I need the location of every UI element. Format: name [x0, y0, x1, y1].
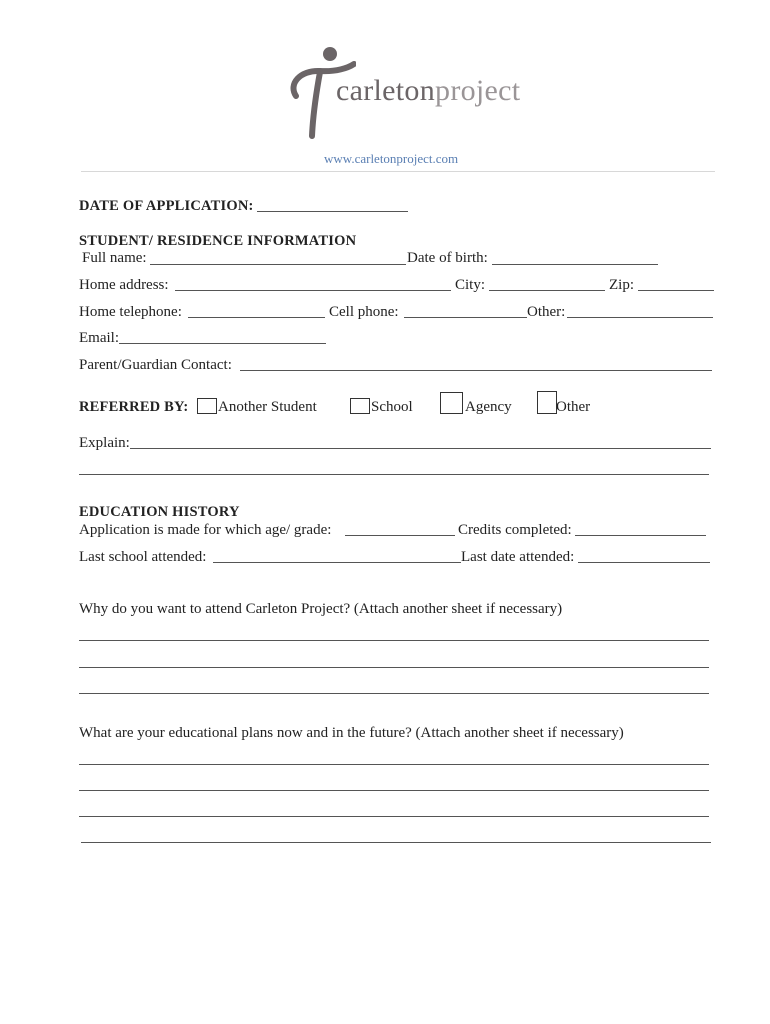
home-telephone-field[interactable]: [188, 317, 325, 318]
zip-field[interactable]: [638, 290, 714, 291]
logo-word-project: project: [435, 74, 521, 107]
referred-agency-checkbox[interactable]: [440, 392, 463, 414]
educational-plans-question: What are your educational plans now and in the future? (Attach another sheet if necessary): [79, 725, 624, 741]
city-label: City:: [455, 277, 486, 293]
referred-other-checkbox[interactable]: [537, 391, 557, 414]
website-link[interactable]: www.carletonproject.com: [324, 151, 459, 166]
date-of-birth-field[interactable]: [492, 264, 658, 265]
home-telephone-label: Home telephone:: [79, 304, 182, 320]
other-phone-label: Other:: [527, 304, 566, 320]
logo: [286, 44, 521, 144]
referred-agency-label: Agency: [465, 399, 512, 415]
logo-word-carleton: carleton: [336, 74, 436, 107]
email-label: Email:: [79, 330, 119, 346]
email-field[interactable]: [119, 343, 326, 344]
credits-completed-field[interactable]: [575, 535, 706, 536]
plans-answer-line-2[interactable]: [79, 790, 709, 791]
plans-answer-line-4[interactable]: [81, 842, 711, 843]
last-school-field[interactable]: [213, 562, 461, 563]
why-answer-line-3[interactable]: [79, 693, 709, 694]
other-phone-field[interactable]: [567, 317, 713, 318]
credits-completed-label: Credits completed:: [458, 522, 572, 538]
full-name-field[interactable]: [150, 264, 406, 265]
header-divider: [81, 171, 715, 172]
cell-phone-field[interactable]: [404, 317, 527, 318]
explain-field-line-1[interactable]: [130, 448, 711, 449]
why-answer-line-2[interactable]: [79, 667, 709, 668]
age-grade-field[interactable]: [345, 535, 455, 536]
explain-label: Explain:: [79, 435, 130, 451]
why-attend-question: Why do you want to attend Carleton Project? (Attach another sheet if necessary): [79, 601, 563, 617]
referred-another-student-checkbox[interactable]: [197, 398, 217, 414]
home-address-label: Home address:: [79, 277, 169, 293]
last-date-field[interactable]: [578, 562, 710, 563]
date-of-birth-label: Date of birth:: [407, 250, 488, 266]
referred-by-label: REFERRED BY:: [79, 399, 189, 415]
last-date-label: Last date attended:: [461, 549, 575, 565]
age-grade-label: Application is made for which age/ grade:: [79, 522, 332, 538]
date-of-application-label: DATE OF APPLICATION:: [79, 198, 254, 214]
education-section-heading: EDUCATION HISTORY: [79, 504, 240, 520]
date-of-application-field[interactable]: [257, 211, 408, 212]
last-school-label: Last school attended:: [79, 549, 207, 565]
cell-phone-label: Cell phone:: [329, 304, 399, 320]
plans-answer-line-3[interactable]: [79, 816, 709, 817]
home-address-field[interactable]: [175, 290, 451, 291]
referred-school-label: School: [371, 399, 413, 415]
explain-field-line-2[interactable]: [79, 474, 709, 475]
city-field[interactable]: [489, 290, 605, 291]
parent-contact-label: Parent/Guardian Contact:: [79, 357, 232, 373]
why-answer-line-1[interactable]: [79, 640, 709, 641]
zip-label: Zip:: [609, 277, 634, 293]
plans-answer-line-1[interactable]: [79, 764, 709, 765]
student-section-heading: STUDENT/ RESIDENCE INFORMATION: [79, 233, 357, 249]
referred-another-student-label: Another Student: [218, 399, 317, 415]
full-name-label: Full name:: [82, 250, 147, 266]
parent-contact-field[interactable]: [240, 370, 712, 371]
referred-other-label: Other: [556, 399, 591, 415]
referred-school-checkbox[interactable]: [350, 398, 370, 414]
